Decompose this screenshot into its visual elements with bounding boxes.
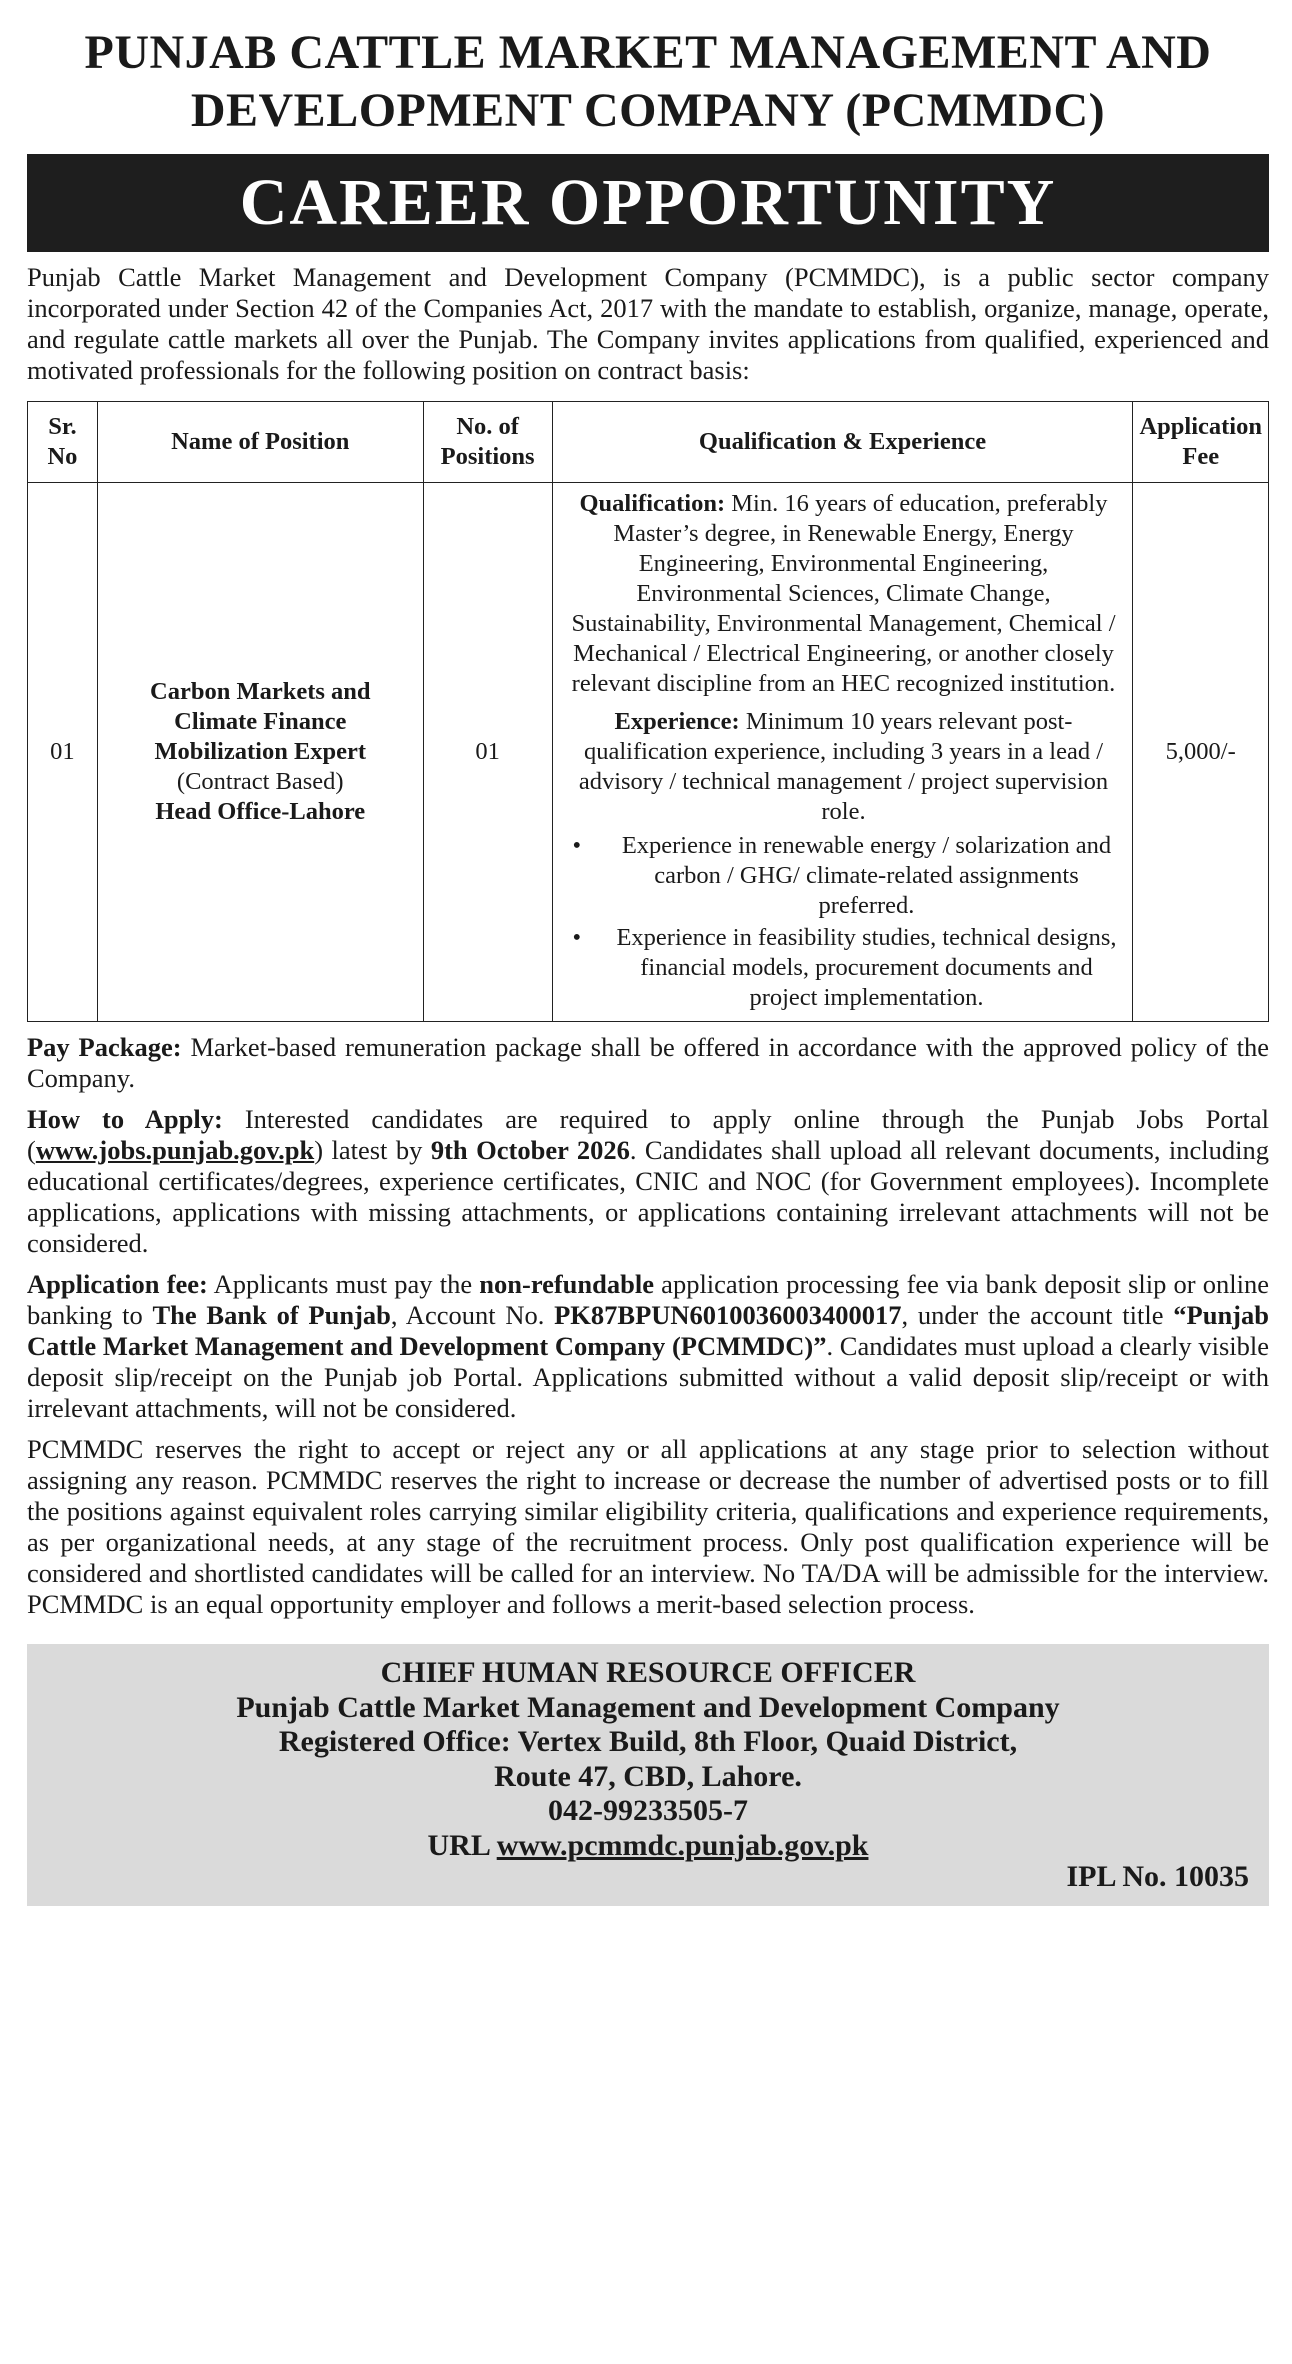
bullet-icon: • (572, 832, 582, 859)
account-number: PK87BPUN6010036003400017 (554, 1300, 902, 1330)
contact-phone: 042-99233505-7 (548, 1794, 748, 1827)
contact-address-line2: Route 47, CBD, Lahore. (494, 1759, 802, 1793)
table-header-row (28, 402, 1269, 483)
bank-name: The Bank of Punjab (152, 1300, 391, 1330)
org-title-line1: PUNJAB CATTLE MARKET MANAGEMENT AND (84, 26, 1212, 79)
pay-package-paragraph: Pay Package: Market-based remuneration package shall be offered in accordance with the approved policy of the Company. (27, 1032, 1270, 1093)
how-to-apply-paragraph: How to Apply: Interested candidates are required to apply online through the Punjab Jobs Portal (www.jobs.punjab.gov.pk) latest by 9th October 2026. Candidates shall upload all relevant documents, including educational certificates/degrees, experience certificates, CNIC and NOC (for Government employees). Incomplete applications, applications with missing attachments, or applications containing irrelevant attachments will not be considered. (27, 1104, 1270, 1258)
advertisement-page (27, 24, 1269, 1906)
bullet-icon: • (572, 924, 582, 951)
list-item: • Experience in feasibility studies, technical designs, financial models, procurement documents and project implementation. (572, 924, 1117, 1011)
org-title (27, 24, 1269, 140)
application-fee-paragraph: Application fee: Applicants must pay the non-refundable application processing fee via bank deposit slip or online banking to The Bank of Punjab, Account No. PK87BPUN6010036003400017, under the account title “Punjab Cattle Market Management and Development Company (PCMMDC)”. Candidates must upload a clearly visible deposit slip/receipt on the Punjab job Portal. Applications submitted without a valid deposit slip/receipt or with irrelevant attachments, will not be considered. (27, 1269, 1269, 1423)
qualification-text: Qualification: Min. 16 years of education, preferably Master’s degree, in Renewable Energy, Energy Engineering, Environmental Engineering, Environmental Sciences, Climate Change, Sustainability, Environmental Management, Chemical / Mechanical / Electrical Engineering, or another closely relevant discipline from an HEC recognized institution. (571, 490, 1116, 697)
header-no-of-positions: No. of Positions (423, 402, 552, 483)
positions-table (27, 401, 1269, 1022)
account-title: “Punjab Cattle Market Management and Development Company (PCMMDC)” (27, 1300, 1269, 1361)
contact-box (27, 1644, 1269, 1906)
company-website-link[interactable]: www.pcmmdc.punjab.gov.pk (496, 1828, 869, 1862)
experience-bullets (565, 831, 1123, 1013)
career-banner: CAREER OPPORTUNITY (27, 154, 1269, 252)
experience-text: Experience: Minimum 10 years relevant post-qualification experience, including 3 years in a lead / advisory / technical management / project supervision role. (578, 708, 1109, 825)
contact-url-line: URL www.pcmmdc.punjab.gov.pk (427, 1828, 869, 1862)
cell-qualification (552, 483, 1133, 1022)
contact-company: Punjab Cattle Market Management and Development Company (236, 1690, 1060, 1724)
header-position-name: Name of Position (97, 402, 423, 483)
list-item: • Experience in renewable energy / solarization and carbon / GHG/ climate-related assignments preferred. (572, 832, 1112, 919)
org-title-line2: DEVELOPMENT COMPANY (PCMMDC) (190, 84, 1106, 137)
contact-address-line1: Registered Office: Vertex Build, 8th Floor, Quaid District, (278, 1725, 1018, 1758)
cell-no-of-positions: 01 (423, 483, 552, 1022)
cell-application-fee: 5,000/- (1133, 483, 1269, 1022)
cell-sr-no: 01 (28, 483, 98, 1022)
deadline: 9th October 2026 (430, 1135, 630, 1165)
reserves-paragraph: PCMMDC reserves the right to accept or reject any or all applications at any stage prior to selection without assigning any reason. PCMMDC reserves the right to increase or decrease the number of advertised posts or to fill the positions against equivalent roles carrying similar eligibility criteria, qualifications and experience requirements, as per organizational needs, at any stage of the recruitment process. Only post qualification experience will be considered and shortlisted candidates will be called for an interview. No TA/DA will be admissible for the interview. PCMMDC is an equal opportunity employer and follows a merit-based selection process. (27, 1434, 1269, 1619)
jobs-portal-link[interactable]: www.jobs.punjab.gov.pk (35, 1135, 315, 1165)
header-qualification: Qualification & Experience (552, 402, 1133, 483)
contact-title: CHIEF HUMAN RESOURCE OFFICER (380, 1656, 916, 1689)
header-sr-no: Sr. No (28, 402, 98, 483)
intro-paragraph: Punjab Cattle Market Management and Development Company (PCMMDC), is a public sector company incorporated under Section 42 of the Companies Act, 2017 with the mandate to establish, organize, manage, operate, and regulate cattle markets all over the Punjab. The Company invites applications from qualified, experienced and motivated professionals for the following position on contract basis: (27, 262, 1269, 385)
header-application-fee: Application Fee (1133, 402, 1269, 483)
ipl-number: IPL No. 10035 (1066, 1859, 1249, 1893)
cell-position-name: Carbon Markets and Climate Finance Mobilization Expert (Contract Based) Head Office-Lahore (97, 483, 423, 1022)
table-row (28, 483, 1269, 1022)
